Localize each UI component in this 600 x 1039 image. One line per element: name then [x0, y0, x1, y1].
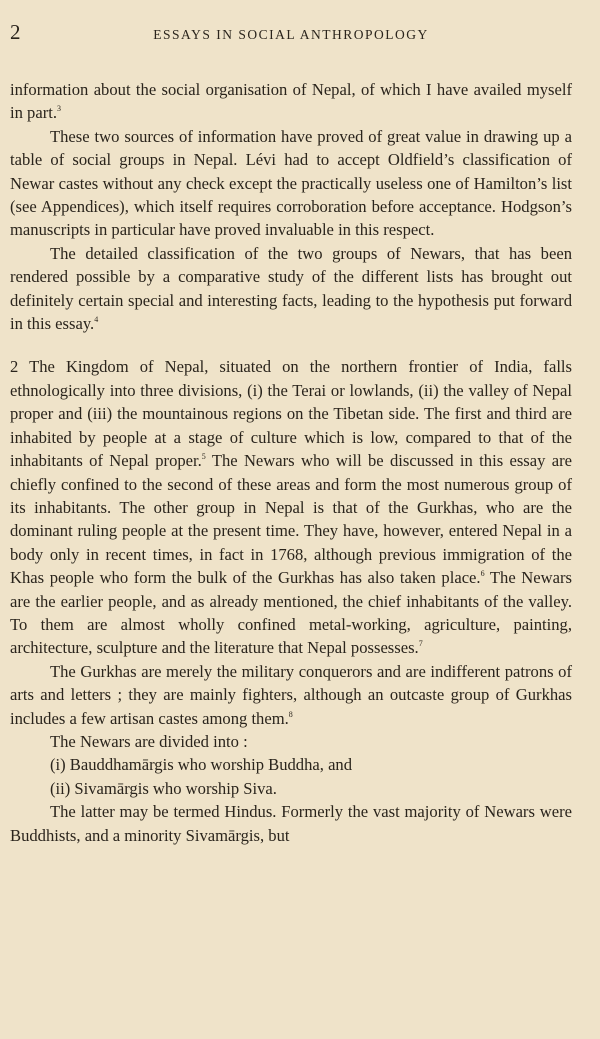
paragraph-text: The Gurkhas are merely the military conquerors and are indifferent patrons of arts and letters ; they are mainly fighters, although an outcaste group of Gurkhas includes a few artisan castes among them.	[10, 661, 572, 728]
footnote-ref: 7	[418, 639, 423, 649]
list-item: (ii) Sivamārgis who worship Siva.	[50, 778, 277, 798]
paragraph-sources	[10, 125, 572, 242]
paragraph-text: The Newars are the earlier people, and as already mentioned, the chief inhabitants of the valley. To them are almost wholly confined metal-working, agriculture, painting, architecture, sculpture and the literature that Nepal possesses.	[10, 568, 572, 658]
footnote-ref: 5	[201, 452, 206, 462]
list-item: (i) Bauddhamārgis who worship Buddha, and	[50, 755, 353, 775]
paragraph-text: information about the social organisation of Nepal, of which I have availed myself in part.	[10, 80, 572, 123]
footnote-ref: 3	[57, 104, 62, 114]
footnote-ref: 6	[480, 569, 485, 579]
page-header	[10, 20, 572, 50]
footnote-ref: 8	[288, 709, 293, 719]
paragraph-text: The detailed classification of the two groups of Newars, that has been rendered possible by a comparative study of the different lists has brought out definitely certain special and interesting facts, leading to the hypothesis put forward in this essay.	[10, 243, 572, 334]
section-2-paragraph	[10, 355, 572, 659]
page-number: 2	[10, 20, 21, 44]
paragraph-gurkhas	[10, 660, 572, 730]
paragraph-text: The Kingdom of Nepal, situated on the northern frontier of India, falls ethnologically into three divisions, (i) the Terai or lowlands, (ii) the valley of Nepal proper and (iii) the mountainous regions on the Tibetan side. The first and third are inhabited by people at a stage of culture which is low, compared to that of the inhabitants of Nepal proper.	[10, 357, 573, 471]
footnote-ref: 4	[94, 315, 99, 325]
paragraph-division-intro: The Newars are divided into :	[50, 731, 248, 751]
body-text	[10, 78, 572, 847]
running-head: ESSAYS IN SOCIAL ANTHROPOLOGY	[153, 27, 429, 42]
paragraph-text: These two sources of information have proved of great value in drawing up a table of social groups in Nepal. Lévi had to accept Oldfield’s classification of Newar castes without any check except the practically useless one of Hamilton’s list (see Appendices), which itself requires corroboration before acceptance. Hodgson’s manuscripts in particular have proved invaluable in this respect.	[10, 126, 572, 240]
paragraph-classification	[10, 242, 572, 336]
section-number: 2	[10, 357, 19, 377]
paragraph-text: The Newars who will be discussed in this essay are chiefly confined to the second of these areas and form the most numerous group of its inhabitants. The other group in Nepal is that of the Gurkhas, who are the dominant ruling people at the present time. They have, however, entered Nepal in a body only in recent times, in fact in 1768, although previous immigration of the Khas people who form the bulk of the Gurkhas has also taken place.	[10, 451, 573, 588]
paragraph-continued	[10, 78, 572, 125]
paragraph-hindus: The latter may be termed Hindus. Formerly the vast majority of Newars were Buddhists, and a minority Sivamārgis, but	[10, 802, 572, 845]
